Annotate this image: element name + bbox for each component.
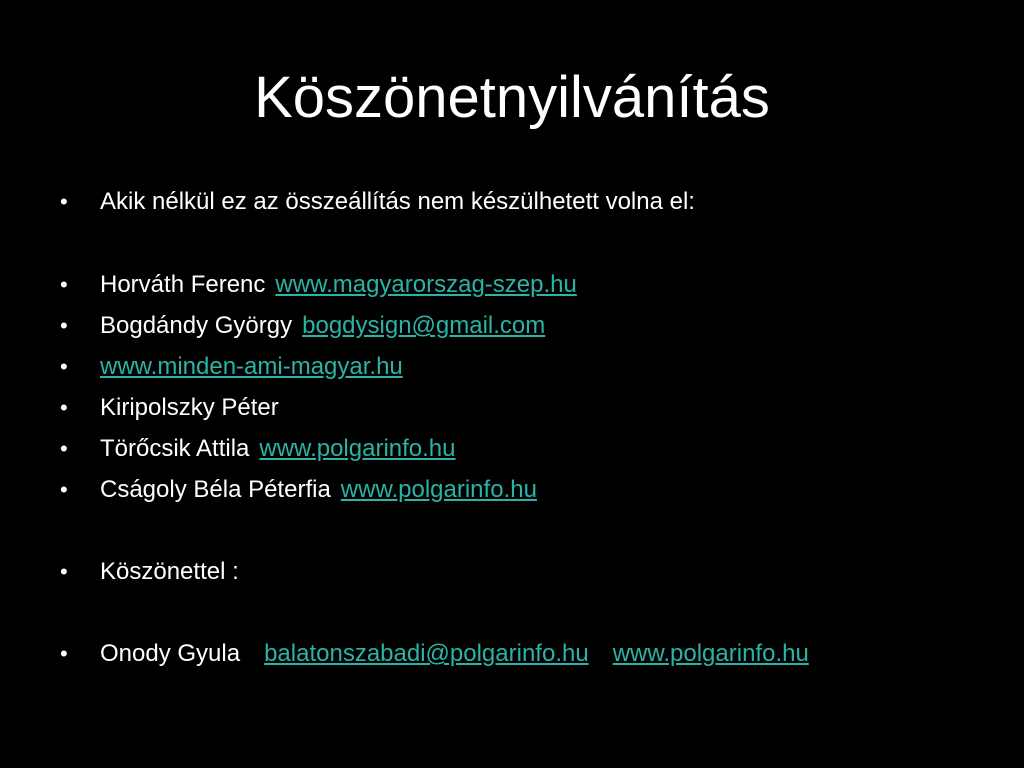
person-name: Törőcsik Attila (100, 435, 250, 462)
bullet-icon: • (60, 313, 68, 338)
bullet-icon: • (60, 354, 68, 379)
person-name: Onody Gyula (100, 640, 241, 667)
website-link[interactable]: www.polgarinfo.hu (259, 435, 456, 462)
bullet-icon: • (60, 272, 68, 297)
person-name: Cságoly Béla Péterfia (100, 476, 331, 503)
list-item-bogdandy (60, 309, 545, 343)
website-link[interactable]: www.polgarinfo.hu (340, 476, 537, 503)
list-item-intro (60, 185, 695, 219)
bullet-icon: • (60, 436, 68, 461)
closing-text: Köszönettel : (100, 558, 239, 585)
person-name: Kiripolszky Péter (100, 394, 279, 421)
list-item-onody (60, 637, 809, 671)
bullet-icon: • (60, 395, 68, 420)
person-name: Horváth Ferenc (100, 271, 266, 298)
list-item-torocsik (60, 432, 456, 466)
website-link[interactable]: www.polgarinfo.hu (612, 640, 809, 667)
list-item-minden-ami-magyar (60, 350, 403, 384)
bullet-icon: • (60, 189, 68, 214)
email-link[interactable]: balatonszabadi@polgarinfo.hu (264, 640, 589, 667)
website-link[interactable]: www.magyarorszag-szep.hu (275, 271, 577, 298)
list-item-kiripolszky (60, 391, 279, 425)
bullet-icon: • (60, 477, 68, 502)
slide-title: Köszönetnyilvánítás (254, 65, 770, 130)
person-name: Bogdándy György (100, 312, 293, 339)
list-item-csagoly (60, 473, 537, 507)
list-item-horvath (60, 268, 577, 302)
bullet-icon: • (60, 641, 68, 666)
email-link[interactable]: bogdysign@gmail.com (302, 312, 546, 339)
list-item-koszonettel (60, 555, 239, 589)
website-link[interactable]: www.minden-ami-magyar.hu (100, 353, 403, 380)
intro-text: Akik nélkül ez az összeállítás nem készülhetett volna el: (100, 188, 695, 215)
bullet-icon: • (60, 559, 68, 584)
